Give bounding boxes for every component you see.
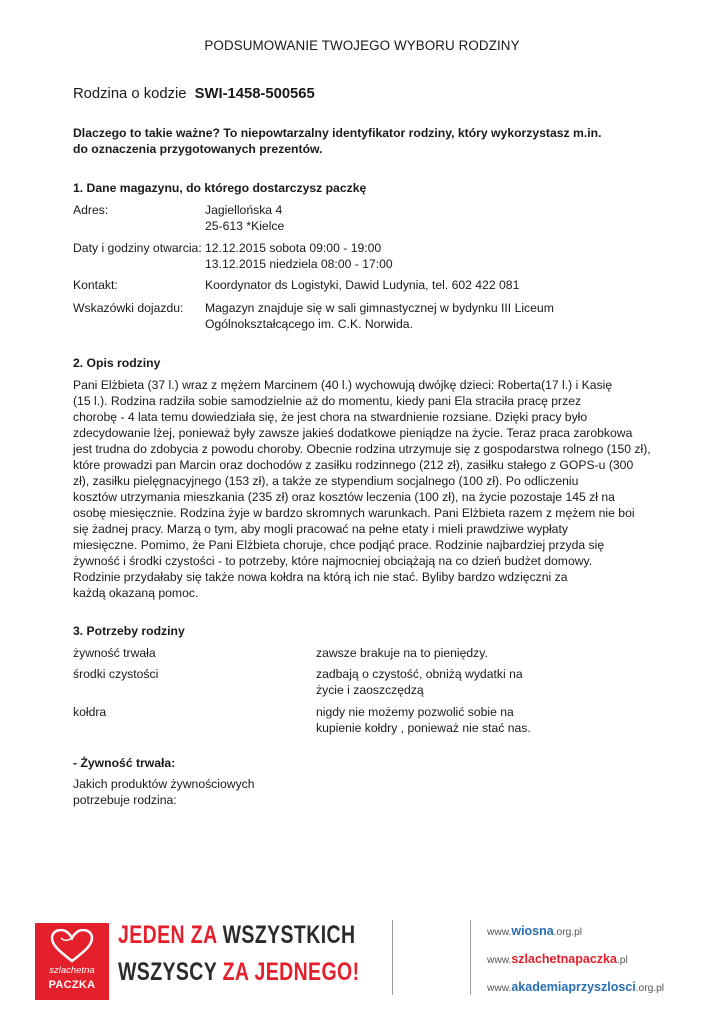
- page-title: PODSUMOWANIE TWOJEGO WYBORU RODZINY: [204, 38, 520, 53]
- food-heading: - Żywność trwała:: [73, 756, 176, 770]
- slogan: [118, 921, 358, 1001]
- url-suffix: .org.pl: [553, 927, 583, 938]
- description-line: żywność i środki czystości - to potrzeby, które najmocniej obciążają na co dzień budżet domowy.: [73, 554, 593, 568]
- need-reason-line: życie i zaoszczędzą: [316, 683, 424, 697]
- description-line: się żadnej pracy. Marzą o tym, aby mogli pracować na pełne etaty i mieli prawdziwe wypłaty: [73, 522, 568, 536]
- slogan-part: WSZYSCY: [118, 958, 223, 986]
- description-line: które prowadzi pan Marcin oraz dochodów z zasiłku rodzinnego (212 zł), zasiłku stałego z GOPS-u (300: [73, 458, 634, 472]
- intro-line: Dlaczego to takie ważne? To niepowtarzalny identyfikator rodziny, który wykorzystasz m.in.: [73, 126, 602, 140]
- address-label: Adres:: [73, 203, 109, 217]
- url-name: wiosna: [511, 924, 554, 938]
- description-line: zł), zasiłku pielęgnacyjnego (153 zł), a także ze stypendium socjalnego (100 zł). Po odliczeniu: [73, 474, 579, 488]
- szlachetna-paczka-logo: [35, 923, 109, 1000]
- need-reason: [316, 704, 556, 736]
- family-description: [73, 377, 658, 601]
- food-question-line: Jakich produktów żywnościowych: [73, 777, 255, 791]
- slogan-line: [118, 921, 356, 949]
- family-code-value: SWI-1458-500565: [194, 86, 315, 102]
- family-code-label: Rodzina o kodzie: [73, 86, 187, 102]
- description-line: chorobę - 4 lata temu dowiedziała się, że jest chora na stwardnienie rozsiane. Dzięki pracy było: [73, 410, 588, 424]
- need-name: środki czystości: [73, 667, 159, 681]
- description-heading: 2. Opis rodziny: [73, 356, 161, 370]
- divider: [392, 920, 393, 995]
- description-line: osobę miesięcznie. Rodzina żyje w bardzo skromnych warunkach. Pani Elżbieta razem z mężem nie boi: [73, 506, 635, 520]
- need-reason-line: nigdy nie możemy pozwolić sobie na: [316, 705, 514, 719]
- url-name: szlachetnapaczka: [511, 952, 617, 966]
- footer-banner: [0, 905, 724, 1024]
- need-reason: [316, 645, 556, 661]
- directions-line: Magazyn znajduje się w sali gimnastycznej w bydynku III Liceum: [205, 301, 554, 315]
- address-value: [205, 202, 675, 234]
- slogan-part: ZA JEDNEGO!: [222, 958, 360, 986]
- need-reason-line: kupienie kołdry , ponieważ nie stać nas.: [316, 721, 531, 735]
- description-line: jest trudna do zdobycia z powodu choroby. Obecnie rodzina utrzymuje się z gospodarstwa rolnego (150 zł),: [73, 442, 651, 456]
- heart-icon: [49, 929, 95, 963]
- description-line: Pani Elżbieta (37 l.) wraz z mężem Marcinem (40 l.) wychowują dwójkę dzieci: Roberta(17 l.) i Kasię: [73, 378, 613, 392]
- hours-line: 13.12.2015 niedziela 08:00 - 17:00: [205, 257, 393, 271]
- intro-text: [73, 125, 673, 157]
- description-line: Rodzinie przydałaby się także nowa kołdra na którą ich nie stać. Byliby bardzo wdzięczni za: [73, 570, 568, 584]
- food-question: [73, 776, 273, 808]
- intro-line: do oznaczenia przygotowanych prezentów.: [73, 142, 323, 156]
- link-szlachetnapaczka[interactable]: [487, 951, 628, 969]
- need-name: kołdra: [73, 705, 107, 719]
- directions-line: Ogólnokształcącego im. C.K. Norwida.: [205, 317, 413, 331]
- link-wiosna[interactable]: [487, 923, 582, 941]
- hours-value: [205, 240, 675, 272]
- directions-value: [205, 300, 675, 332]
- url-suffix: .org.pl: [635, 983, 665, 994]
- description-line: miesięczne. Pomimo, że Pani Elżbieta choruje, chce podjąć prace. Rodzinie najbardziej przyda się: [73, 538, 605, 552]
- contact-label: Kontakt:: [73, 278, 118, 292]
- need-name: żywność trwała: [73, 646, 156, 660]
- divider: [470, 920, 471, 995]
- slogan-part: JEDEN ZA: [118, 921, 223, 949]
- needs-heading: 3. Potrzeby rodziny: [73, 624, 185, 638]
- food-question-line: potrzebuje rodzina:: [73, 793, 177, 807]
- url-prefix: www.: [487, 955, 512, 966]
- hours-label: Daty i godziny otwarcia:: [73, 241, 202, 255]
- slogan-line: [118, 958, 360, 986]
- url-prefix: www.: [487, 983, 512, 994]
- address-line: 25-613 *Kielce: [205, 219, 285, 233]
- description-line: zdecydowanie lżej, ponieważ były zawsze jakieś dodatkowe pieniądze na życie. Teraz praca zarobkowa: [73, 426, 633, 440]
- directions-label: Wskazówki dojazdu:: [73, 301, 184, 315]
- need-reason-line: zawsze brakuje na to pieniędzy.: [316, 646, 488, 660]
- url-prefix: www.: [487, 927, 512, 938]
- need-reason-line: zadbają o czystość, obniżą wydatki na: [316, 667, 523, 681]
- hours-line: 12.12.2015 sobota 09:00 - 19:00: [205, 241, 382, 255]
- family-code-line: [73, 86, 315, 102]
- address-line: Jagiellońska 4: [205, 203, 283, 217]
- description-line: (15 l.). Rodzina radziła sobie samodzielnie aż do momentu, kiedy pani Ela straciła pracę przez: [73, 394, 582, 408]
- logo-text: PACZKA: [48, 979, 96, 991]
- slogan-part: WSZYSTKICH: [222, 921, 356, 949]
- url-name: akademiaprzyszlosci: [511, 980, 636, 994]
- description-line: kosztów utrzymania mieszkania (235 zł) oraz kosztów leczenia (100 zł), na życie pozostaje 145 zł na: [73, 490, 615, 504]
- link-akademiaprzyszlosci[interactable]: [487, 979, 664, 997]
- url-suffix: .pl: [616, 955, 628, 966]
- warehouse-heading: 1. Dane magazynu, do którego dostarczysz paczkę: [73, 181, 367, 195]
- contact-value: Koordynator ds Logistyki, Dawid Ludynia, tel. 602 422 081: [205, 278, 520, 292]
- logo-text: szlachetna: [49, 965, 95, 976]
- need-reason: [316, 666, 556, 698]
- description-line: każdą okazaną pomoc.: [73, 586, 199, 600]
